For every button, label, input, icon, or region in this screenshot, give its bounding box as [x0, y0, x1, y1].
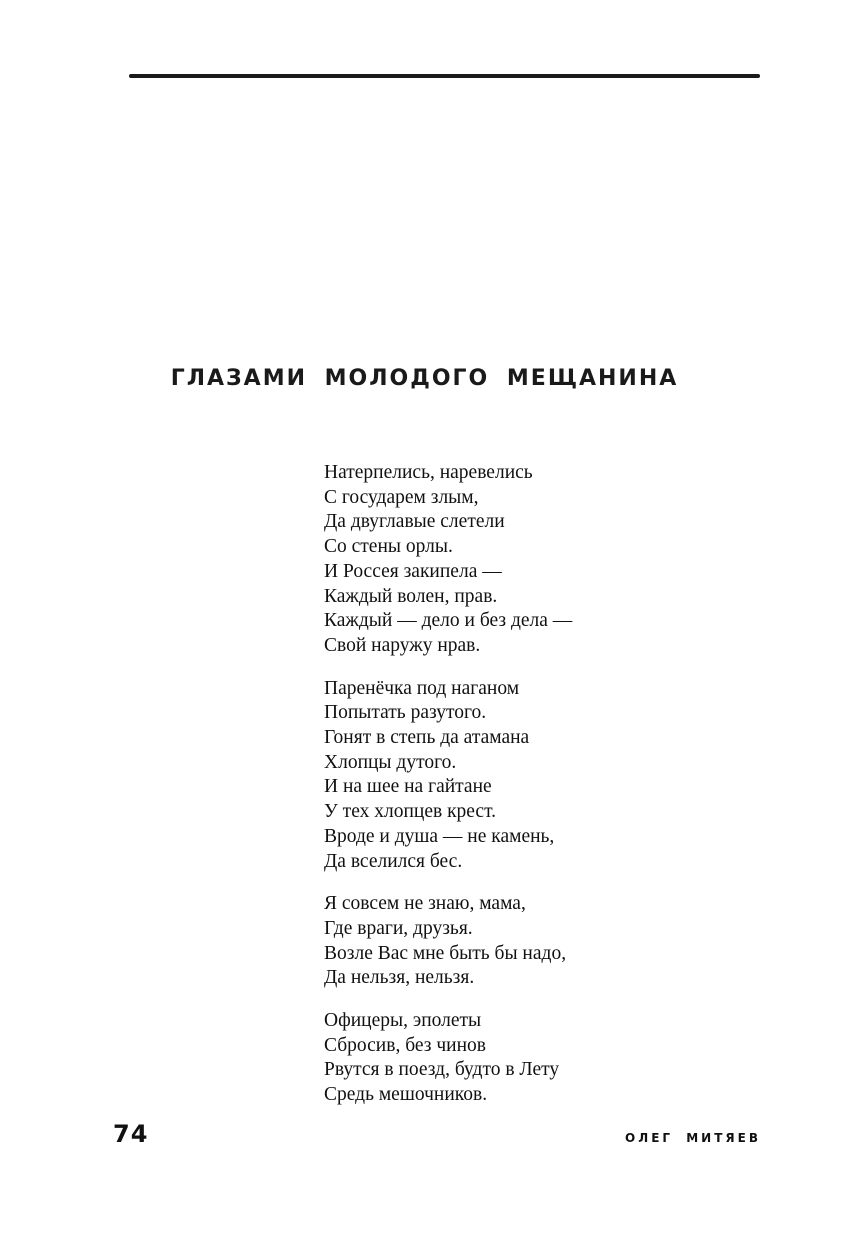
poem-title: ГЛАЗАМИ МОЛОДОГО МЕЩАНИНА	[170, 366, 679, 391]
poem-line: Да вселился бес.	[324, 850, 463, 872]
poem-line: Средь мешочников.	[324, 1084, 488, 1106]
poem-line: Хлопцы дутого.	[324, 751, 457, 773]
poem-line: Попытать разутого.	[324, 702, 487, 724]
poem-line: Каждый — дело и без дела —	[324, 610, 573, 632]
poem-line: Вроде и душа — не камень,	[324, 825, 555, 847]
poem-line: Где враги, друзья.	[324, 917, 473, 939]
poem-line: Сбросив, без чинов	[324, 1034, 486, 1056]
poem-line: Да двуглавые слетели	[324, 511, 505, 533]
poem-line: Натерпелись, наревелись	[324, 462, 533, 483]
poem-line: Да нельзя, нельзя.	[324, 967, 475, 989]
poem-line: Паренёчка под наганом	[324, 677, 520, 699]
poem-line: Со стены орлы.	[324, 536, 453, 558]
poem-line: С государем злым,	[324, 486, 479, 508]
page-number: 74	[113, 1120, 149, 1148]
stanza-1	[324, 461, 572, 659]
poem-line: Возле Вас мне быть бы надо,	[324, 942, 567, 964]
poem-line: И на шее на гайтане	[324, 776, 492, 798]
running-footer-author: ОЛЕГ МИТЯЕВ	[625, 1131, 761, 1145]
stanza-3	[324, 892, 572, 991]
poem-body	[324, 461, 572, 1126]
poem-line: Гонят в степь да атамана	[324, 727, 530, 749]
poem-line: Рвутся в поезд, будто в Лету	[324, 1059, 560, 1081]
poem-line: И Россея закипела —	[324, 560, 502, 582]
poem-line: Я совсем не знаю, мама,	[324, 893, 526, 915]
stanza-2	[324, 677, 572, 875]
stanza-4	[324, 1009, 572, 1108]
poem-line: Офицеры, эполеты	[324, 1010, 482, 1032]
top-rule	[129, 74, 760, 78]
poem-line: У тех хлопцев крест.	[324, 801, 497, 823]
poem-line: Каждый волен, прав.	[324, 585, 498, 607]
poem-line: Свой наружу нрав.	[324, 634, 481, 656]
